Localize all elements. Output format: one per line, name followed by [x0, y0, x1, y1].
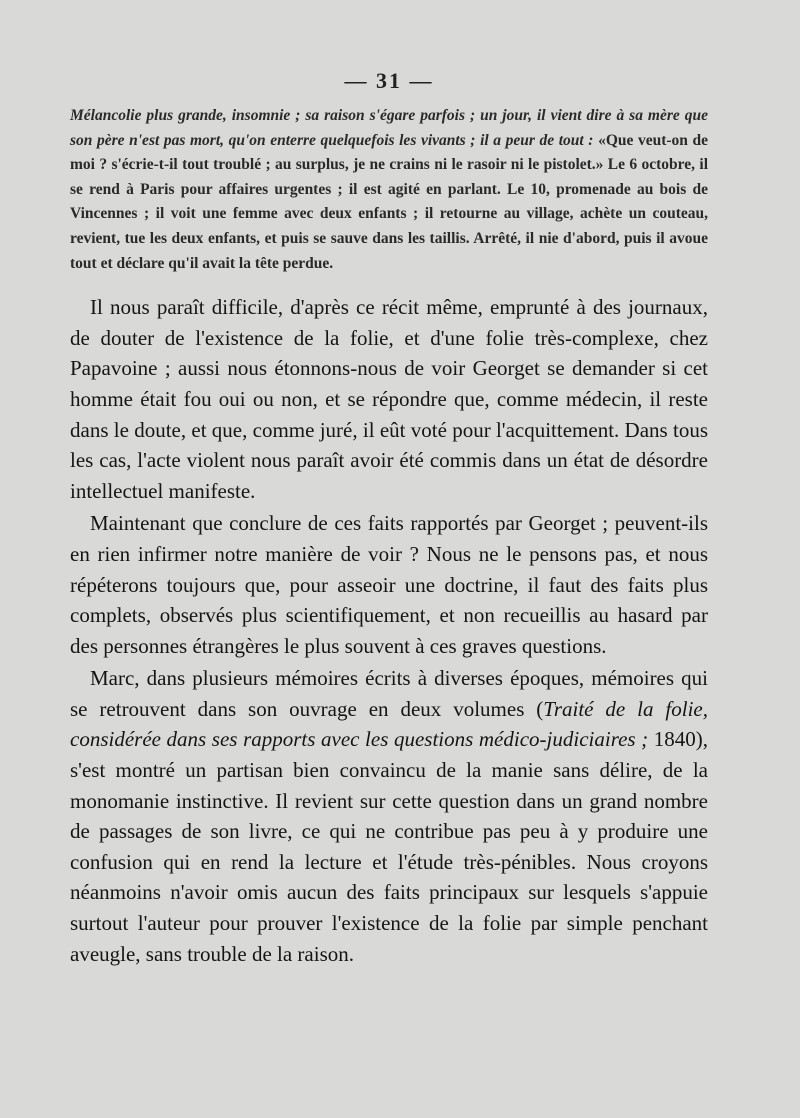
case-report-quote	[70, 104, 708, 276]
paragraph-marc-after: 1840), s'est montré un partisan bien convaincu de la manie sans délire, de la monomanie instinctive. Il revient sur cette question dans un grand nombre de passages de son livre, ce qui ne contribue pas peu à y produire une confusion qui en rend la lecture et l'étude très-pénibles. Nous croyons néanmoins n'avoir omis aucun des faits principaux sur lesquels s'appuie surtout l'auteur pour prouver l'existence de la folie par simple penchant aveugle, sans trouble de la raison.	[70, 727, 709, 966]
page-number: — 31 —	[344, 68, 434, 93]
quote-text: «Que veut-on de moi ? s'écrie-t-il tout troublé ; au surplus, je ne crains ni le rasoir ni le pistolet.» Le 6 octobre, il se rend à Paris pour affaires urgentes ; il est agité en parlant. Le 10, promenade au bois de Vincennes ; il voit une femme avec deux enfants ; il retourne au village, achète un couteau, revient, tue les deux enfants, et puis se sauve dans les taillis. Arrêté, il nie d'abord, puis il avoue tout et déclare qu'il avait la tête perdue.	[70, 131, 709, 272]
book-title-traite: Traité de la folie, considérée dans ses rapports avec les questions médico-judiciaires ;	[70, 696, 708, 752]
paragraph-marc-before: Marc, dans plusieurs mémoires écrits à diverses époques, mémoires qui se retrouvent dans son ouvrage en deux volumes (	[70, 666, 708, 721]
paragraph-papavoine: Il nous paraît difficile, d'après ce récit même, emprunté à des journaux, de douter de l'existence de la folie, et d'une folie très-complexe, chez Papavoine ; aussi nous étonnons-nous de voir Georget se demander si cet homme était fou oui ou non, et se répondre que, comme médecin, il reste dans le doute, et que, comme juré, il eût voté pour l'acquittement. Dans tous les cas, l'acte violent nous paraît avoir été commis dans un état de désordre intellectuel manifeste.	[70, 295, 708, 503]
paragraph-georget-conclusion: Maintenant que conclure de ces faits rapportés par Georget ; peuvent-ils en rien infirmer notre manière de voir ? Nous ne le pensons pas, et nous répéterons toujours que, pour asseoir une doctrine, il faut des faits plus complets, observés plus scientifiquement, et non recueillis au hasard par des personnes étrangères le plus souvent à ces graves questions.	[70, 511, 708, 658]
quote-italic-lead: Mélancolie plus grande, insomnie ; sa raison s'égare parfois ; un jour, il vient dire à sa mère que son père n'est pas mort, qu'on enterre quelquefois les vivants ; il a peur de tout :	[70, 107, 708, 149]
paragraph-marc	[70, 663, 708, 969]
